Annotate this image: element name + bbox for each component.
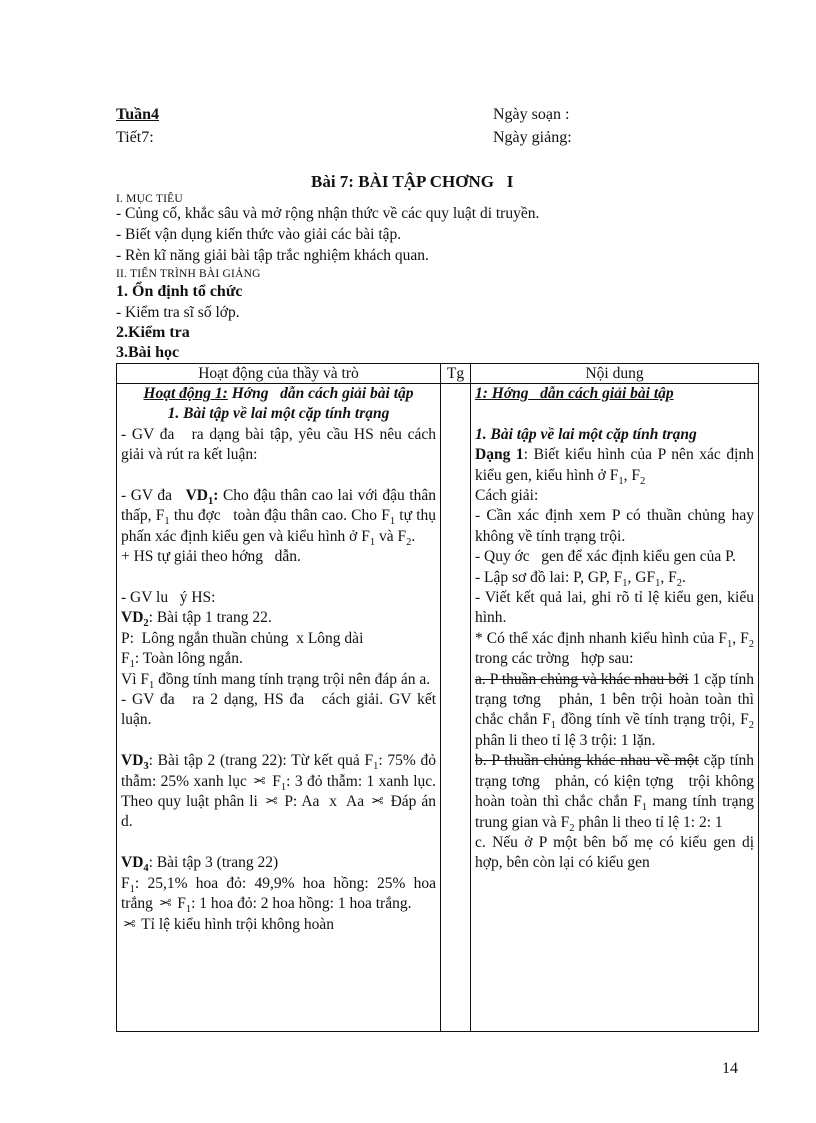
objective-item: - Biết vận dụng kiến thức vào giải các bài tập.	[116, 226, 402, 243]
objective-item: - Củng cố, khắc sâu và mở rộng nhận thức về các quy luật di truyền.	[116, 205, 540, 222]
scissors-icon: ✂	[123, 916, 136, 933]
example-2: $VD_2$: Bài tập 1 trang 22.	[121, 609, 272, 630]
scissors-icon: ✂	[253, 773, 266, 790]
column-header-time: Tg	[441, 364, 471, 384]
column-header-activities: Hoạt động của thầy và trò	[117, 364, 441, 384]
hs-instruction: + HS tự giải theo hớng dẫn.	[121, 548, 301, 566]
lesson-title	[311, 172, 513, 192]
content-cell	[471, 384, 759, 1032]
time-cell	[441, 384, 471, 1032]
activity-subtitle: 1. Bài tập về lai một cặp tính trạng	[167, 405, 390, 423]
case-c: c. Nếu ở P một bên bố mẹ có kiểu gen dị hợp, bên còn lại có kiểu gen	[475, 833, 754, 872]
type-1: Dạng 1: Biết kiểu hình của P nên xác định kiểu gen, kiểu hình ở $F_1$, $F_2$	[475, 446, 754, 487]
content-title: 1: Hớng dẫn cách giải bài tập	[475, 385, 674, 402]
example-2-reason: Vì $F_1$ đồng tính mang tính trạng trội nên đáp án a.	[121, 670, 431, 691]
example-1: - GV đa $VD_1$: Cho đậu thân cao lai với đậu thân thấp, $F_1$ thu đợc toàn đậu thân cao. Cho $F_1$ tự thụ phấn xác định kiểu gen và kiểu hình ở $F_1$ và $F_2$.	[121, 487, 437, 548]
teach-date-label: Ngày giảng:	[493, 129, 572, 146]
section-1-title: 1. Ổn định tổ chức	[116, 283, 243, 300]
method-heading: Cách giải:	[475, 487, 539, 505]
process-heading: II. TIẾN TRÌNH BÀI GIẢNG	[116, 268, 261, 280]
example-2-cross: P: Lông ngắn thuần chủng x Lông dài	[121, 629, 364, 647]
section-3-title: 3.Bài học	[116, 344, 180, 361]
quick-rule: * Có thể xác định nhanh kiểu hình của $F_1$, $F_2$ trong các trờng hợp sau:	[475, 629, 758, 668]
spacer	[121, 466, 436, 486]
week-label: Tuần4	[116, 106, 159, 123]
case-a: a. P thuần chủng và khác nhau bởi 1 cặp tính trạng tơng phản, 1 bên trội hoàn toàn thì chắc chắn $F_1$ đồng tính về tính trạng trội, $F_2$ phân li theo tỉ lệ 3 trội: 1 lặn.	[475, 670, 758, 749]
example-2-f1: $F_1$: Toàn lông ngắn.	[121, 650, 243, 671]
example-4-result: $F_1$: 25,1% hoa đỏ: 49,9% hoa hồng: 25% hoa trắng ✂ $F_1$: 1 hoa đỏ: 2 hoa hồng: 1 hoa trắng.	[121, 874, 436, 916]
scissors-icon: ✂	[158, 896, 172, 913]
method-step: - Viết kết quả lai, ghi rõ tỉ lệ kiểu gen, kiểu hình.	[475, 589, 754, 627]
content-subtitle: 1. Bài tập về lai một cặp tính trạng	[475, 425, 697, 443]
table-row	[117, 384, 759, 1032]
method-step: - Lập sơ đồ lai: P, GP, $F_1$, $GF_1$, $F_2$.	[475, 568, 686, 589]
case-b: b. P thuần chủng khác nhau về một cặp tính trạng tơng phản, có kiện tợng trội không hoàn toàn thì chắc chắn $F_1$ mang tính trạng trung gian và $F_2$ phân li theo tỉ lệ 1: 2: 1	[475, 752, 758, 834]
section-1-item: - Kiểm tra sĩ số lớp.	[116, 304, 240, 321]
lesson-table	[116, 363, 759, 1032]
method-step: - Quy ớc gen để xác định kiểu gen của P.	[475, 548, 736, 566]
method-step: - Cần xác định xem P có thuần chủng hay không về tính trạng trội.	[475, 507, 754, 545]
prep-date-label: Ngày soạn :	[493, 106, 570, 123]
activity-title: Hoạt động 1: Hớng dẫn cách giải bài tập	[143, 385, 414, 402]
page-number: 14	[722, 1060, 738, 1077]
table-header-row	[117, 364, 759, 384]
spacer	[121, 833, 436, 853]
example-2-conclusion: - GV đa ra 2 dạng, HS đa cách giải. GV kết luận.	[121, 691, 440, 729]
spacer	[475, 404, 754, 424]
section-2-title: 2.Kiểm tra	[116, 324, 190, 341]
period-label: Tiết7:	[116, 129, 154, 146]
activity-paragraph: - GV đa ra dạng bài tập, yêu cầu HS nêu cách giải và rút ra kết luận:	[121, 425, 440, 464]
activities-cell	[117, 384, 441, 1032]
column-header-content: Nội dung	[471, 364, 759, 384]
scissors-icon: ✂	[371, 794, 384, 811]
scissors-icon: ✂	[264, 794, 278, 811]
lesson-title-name: BÀI TẬP CHƠNG I	[358, 172, 514, 191]
objectives-heading: I. MỤC TIÊU	[116, 193, 183, 205]
spacer	[121, 568, 436, 588]
objective-item: - Rèn kĩ năng giải bài tập trắc nghiệm khách quan.	[116, 247, 429, 264]
teacher-note: - GV lu ý HS:	[121, 589, 216, 607]
example-4-conclusion: ✂ Tỉ lệ kiểu hình trội không hoàn	[123, 915, 335, 933]
example-4: $VD_4$: Bài tập 3 (trang 22)	[121, 854, 279, 875]
example-3: $VD_3$: Bài tập 2 (trang 22): Từ kết quả $F_1$: 75% đỏ thẫm: 25% xanh lục ✂ $F_1$: 3 đỏ thẫm: 1 xanh lục. Theo quy luật phân li ✂ P: Aa x Aa ✂ Đáp án d.	[121, 752, 437, 831]
spacer	[121, 731, 436, 751]
lesson-title-prefix: Bài 7:	[311, 172, 354, 191]
